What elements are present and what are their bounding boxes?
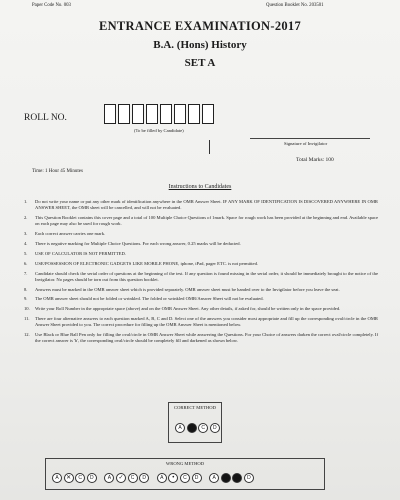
question-booklet-number: Question Booklet No. 203501	[266, 3, 324, 8]
instruction-text: Write your Roll Number in the appropriate space (above) and on the OMR Answer Sheet. Any other details, if asked for, should be written only in the space provided.	[35, 306, 341, 312]
roll-number-note: (To be filled by Candidate)	[134, 128, 184, 133]
answer-bubble: ✕	[64, 473, 74, 483]
instruction-text: Answers must be marked in the OMR answer sheet which is provided separately. OMR answer sheet must be handed over to the Invigilator before you leave the seat.	[35, 286, 340, 292]
answer-bubble: B	[187, 423, 197, 433]
correct-method-bubbles	[175, 423, 221, 433]
wrong-method-example	[157, 473, 203, 483]
roll-number-boxes	[104, 104, 216, 124]
instruction-text: Each correct answer carries one mark.	[35, 230, 106, 236]
instruction-number: 11.	[24, 316, 30, 322]
instructions-heading: Instructions to Candidates	[168, 184, 232, 190]
answer-bubble: C	[232, 473, 242, 483]
roll-number-box[interactable]	[104, 104, 116, 124]
instruction-number: 3.	[24, 230, 28, 236]
instruction-text: USE OF CALCULATOR IS NOT PERMITTED.	[35, 250, 126, 256]
instruction-item	[24, 332, 378, 344]
instruction-text: Do not write your name or put any other mark of identification anywhere in the OMR Answer Sheet. IF ANY MARK OF IDENTIFICATION IS DISCOVERED ANYWHERE IN OMR ANSWER SHEET, the OMR sheet will be cancelled, and will not be evaluated.	[35, 199, 378, 211]
answer-bubble: B	[221, 473, 231, 483]
paper-code: Paper Code No. 003	[32, 3, 71, 8]
instruction-text: This Question Booklet contains this cover page and a total of 100 Multiple Choice Questions of 1mark. Space for rough work has been provided at the beginning and end. Available space on each page may also be used for rough work.	[35, 214, 378, 227]
instruction-number: 4.	[24, 240, 28, 246]
answer-bubble: A	[175, 423, 185, 433]
instruction-item	[24, 271, 378, 283]
answer-bubble: •	[168, 473, 178, 483]
instruction-text: Candidate should check the serial order of questions at the beginning of the test. If any question is found missing in the serial order, it should be immediately brought to the notice of the Invigilator. No pages should be torn out from this question booklet.	[35, 270, 378, 282]
wrong-method-box	[45, 458, 325, 490]
instruction-text: The OMR answer sheet should not be folded or wrinkled. The folded or wrinkled OMR/Answer Sheet will not be evaluated.	[35, 296, 264, 302]
instruction-number: 6.	[24, 260, 28, 266]
instruction-item	[24, 261, 378, 267]
wrong-method-example	[104, 473, 150, 483]
answer-bubble: A	[157, 473, 167, 483]
instruction-item	[24, 306, 378, 312]
invigilator-signature-label: Signature of Invigilator	[284, 141, 328, 146]
total-marks: Total Marks: 100	[296, 157, 334, 163]
instruction-item	[24, 296, 378, 302]
roll-number-box[interactable]	[202, 104, 214, 124]
instruction-number: 9.	[24, 296, 28, 302]
answer-bubble: C	[128, 473, 138, 483]
roll-number-box[interactable]	[188, 104, 200, 124]
roll-number-box[interactable]	[146, 104, 158, 124]
instruction-item	[24, 231, 378, 237]
set-label: SET A	[184, 57, 216, 69]
wrong-method-example	[209, 473, 255, 483]
correct-method-label: CORRECT METHOD	[174, 405, 216, 410]
instruction-item	[24, 251, 378, 257]
answer-bubble: D	[87, 473, 97, 483]
instruction-number: 12.	[24, 332, 30, 338]
answer-bubble: D	[244, 473, 254, 483]
wrong-method-bubbles	[52, 473, 262, 483]
instruction-text: There is negative marking for Multiple Choice Questions. For each wrong answer, 0.25 marks will be deducted.	[35, 240, 241, 246]
instruction-number: 10.	[24, 306, 30, 312]
instruction-number: 1.	[24, 199, 28, 204]
signature-line	[250, 138, 370, 139]
instruction-number: 2.	[24, 214, 28, 220]
roll-number-box[interactable]	[174, 104, 186, 124]
answer-bubble: A	[209, 473, 219, 483]
answer-bubble: D	[192, 473, 202, 483]
instruction-item	[24, 287, 378, 293]
answer-bubble: ✓	[116, 473, 126, 483]
answer-bubble: C	[180, 473, 190, 483]
instruction-item	[24, 241, 378, 247]
exam-duration: Time: 1 Hour 45 Minutes	[32, 169, 83, 174]
correct-method-box	[168, 402, 222, 443]
roll-number-box[interactable]	[160, 104, 172, 124]
instruction-number: 5.	[24, 250, 28, 256]
roll-number-label: ROLL NO.	[24, 113, 67, 123]
instruction-item	[24, 215, 378, 227]
exam-title: ENTRANCE EXAMINATION-2017	[98, 19, 302, 33]
instruction-text: Use Black or Blue Ball Pen only for filling the oval/circle in OMR Answer Sheet while answering the Questions. For your Choice of answers darken the correct oval/circle completely. If the correct answer is 'b', the corresponding oval/circle should be completely fill and darkened as shown below.	[35, 332, 378, 344]
instruction-item	[24, 316, 378, 328]
instruction-text: There are four alternative answers to each question marked A, B, C and D. Select one of the answers you consider most appropriate and fill up the corresponding oval/circle in the OMR Answer Sheet provided to you. The correct procedure for filling up the OMR Answer Sheet is mentioned below.	[35, 316, 378, 328]
instruction-number: 8.	[24, 286, 28, 292]
instruction-number: 7.	[24, 270, 28, 276]
wrong-method-example	[52, 473, 98, 483]
instruction-text: USE/POSSESSION OF ELECTRONIC GADGETS LIKE MOBILE PHONE, iphone, iPad, pager ETC. is not permitted.	[35, 260, 259, 266]
answer-bubble: A	[52, 473, 62, 483]
answer-bubble: C	[75, 473, 85, 483]
subject-title: B.A. (Hons) History	[153, 39, 247, 51]
wrong-method-label: WRONG METHOD	[165, 461, 205, 466]
answer-bubble: C	[198, 423, 208, 433]
roll-number-box[interactable]	[132, 104, 144, 124]
answer-bubble: D	[139, 473, 149, 483]
instruction-item	[24, 199, 378, 211]
answer-bubble: A	[104, 473, 114, 483]
instructions-list	[24, 199, 378, 348]
roll-number-box[interactable]	[118, 104, 130, 124]
pen-mark	[209, 140, 210, 154]
answer-bubble: D	[210, 423, 220, 433]
